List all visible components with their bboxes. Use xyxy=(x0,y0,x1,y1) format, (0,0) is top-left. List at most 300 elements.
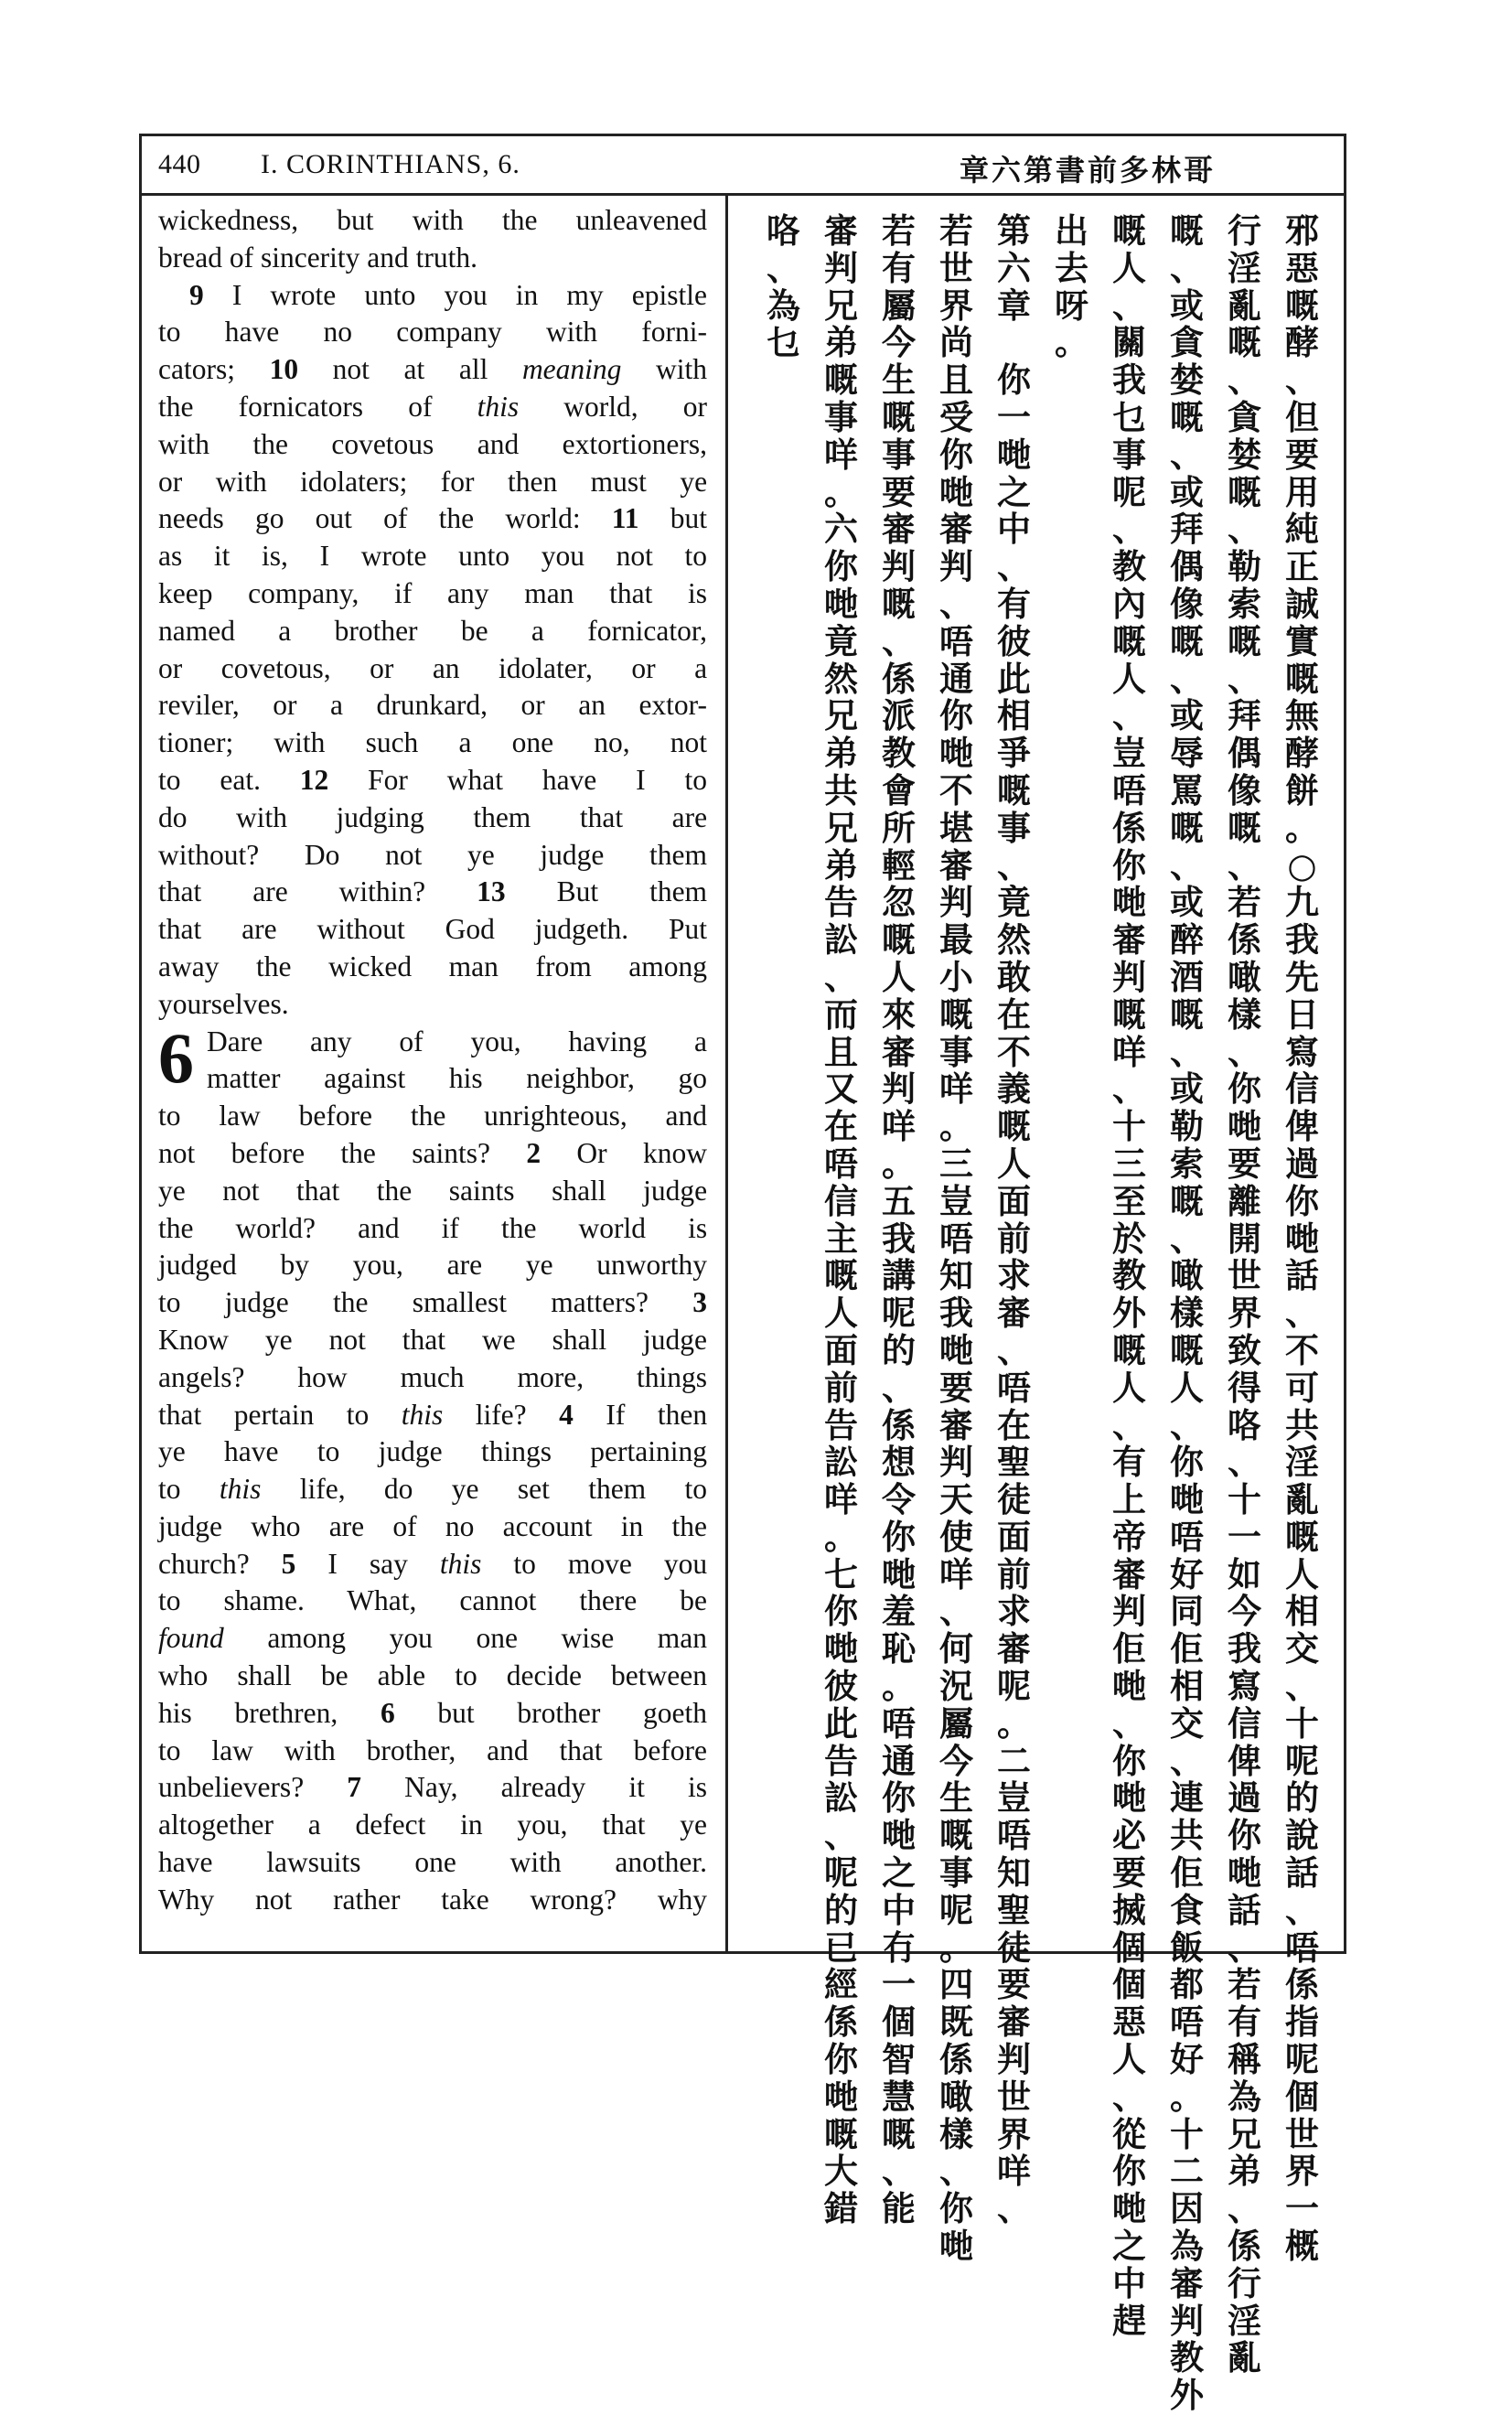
chinese-char: 你 xyxy=(939,2189,973,2229)
word: before xyxy=(231,1136,306,1169)
chinese-char: 唔 xyxy=(1170,1517,1204,1557)
chinese-char: 嘅 xyxy=(997,1107,1031,1147)
word: with xyxy=(546,316,598,349)
chinese-char: 我 xyxy=(1228,1629,1261,1669)
page-number: 440 xyxy=(158,149,201,179)
chinese-char: 嘅 xyxy=(1170,994,1204,1035)
word: or xyxy=(520,689,545,722)
chinese-char: 嘅 xyxy=(1228,323,1261,363)
chinese-char: 、 xyxy=(1228,360,1261,401)
verse-number: 13 xyxy=(477,875,506,908)
verse-number: 12 xyxy=(299,763,329,796)
chinese-char: 亂 xyxy=(1285,1480,1319,1520)
chinese-char: 必 xyxy=(1112,1816,1146,1856)
chinese-char: 亂 xyxy=(1228,285,1261,326)
chinese-char: 交 xyxy=(1285,1629,1319,1669)
word: from xyxy=(535,950,592,982)
word: named xyxy=(158,614,235,647)
chinese-char: 酒 xyxy=(1170,957,1204,997)
word: covetous xyxy=(331,427,434,460)
chinese-column xyxy=(928,211,985,2267)
word: do xyxy=(158,800,188,833)
chinese-char: 酵 xyxy=(1285,323,1319,363)
chinese-char: 、 xyxy=(1228,510,1261,550)
word: with xyxy=(158,427,210,460)
word: to xyxy=(684,1473,708,1506)
chinese-char: 人 xyxy=(1112,1368,1146,1408)
chinese-char: 咩 xyxy=(997,2152,1031,2192)
chinese-char: 十 xyxy=(1170,2114,1204,2154)
chinese-char: 你 xyxy=(824,2040,858,2080)
word: already xyxy=(500,1771,586,1804)
word: idolater, xyxy=(499,651,593,684)
chinese-char: 通 xyxy=(939,659,973,699)
chinese-char: 人 xyxy=(1170,1368,1204,1408)
chinese-char: 九 xyxy=(1285,883,1319,923)
word: at xyxy=(403,353,425,386)
chinese-char: 世 xyxy=(1285,2114,1319,2154)
chinese-char: 帝 xyxy=(1112,1517,1146,1557)
word: the xyxy=(376,1174,413,1207)
word: to xyxy=(455,1659,477,1692)
chinese-char: 有 xyxy=(997,584,1031,624)
chinese-char: 來 xyxy=(882,994,916,1035)
word: my xyxy=(566,278,604,311)
chinese-char: 嘅 xyxy=(1228,808,1261,848)
chinese-char: 受 xyxy=(939,397,973,437)
word: tioner; xyxy=(158,726,234,759)
chinese-char: 面 xyxy=(997,1517,1031,1557)
chinese-char: 要 xyxy=(1285,435,1319,475)
word: wrote xyxy=(270,278,337,311)
verse-number: 9 xyxy=(189,278,204,311)
chinese-char: 不 xyxy=(997,1032,1031,1072)
chinese-char: 竟 xyxy=(997,883,1031,923)
chinese-char: 哋 xyxy=(939,734,973,774)
chinese-char: 惡 xyxy=(1285,248,1319,288)
chinese-char: 弟 xyxy=(824,734,858,774)
chinese-char: 哋 xyxy=(939,1330,973,1370)
chinese-char: 係 xyxy=(1112,808,1146,848)
chinese-char: 醉 xyxy=(1170,920,1204,961)
chinese-char: 豈 xyxy=(1112,734,1146,774)
chinese-char: 要 xyxy=(1228,1143,1261,1184)
word: pertaining xyxy=(590,1435,707,1468)
word: no xyxy=(323,316,353,349)
chinese-char: 唔 xyxy=(997,1816,1031,1856)
chinese-char: 嘅 xyxy=(1170,397,1204,437)
word: judged xyxy=(158,1249,237,1282)
chinese-char: 稱 xyxy=(1228,2040,1261,2080)
word: life, xyxy=(299,1473,346,1506)
word: bread xyxy=(158,241,222,274)
chinese-char: 、 xyxy=(1228,659,1261,699)
text-line xyxy=(158,1433,707,1471)
chinese-char: 實 xyxy=(1285,621,1319,661)
word: not xyxy=(328,1323,366,1356)
chinese-char: 人 xyxy=(882,957,916,997)
word: things xyxy=(637,1360,708,1393)
word: ye xyxy=(525,1249,553,1282)
word: it xyxy=(213,540,231,573)
text-line xyxy=(158,762,707,800)
chinese-char: 之 xyxy=(997,472,1031,512)
chinese-char: 要 xyxy=(939,1368,973,1408)
chinese-char: 你 xyxy=(882,1778,916,1819)
chinese-char: 的 xyxy=(882,1330,916,1370)
chinese-char: 天 xyxy=(939,1480,973,1520)
chinese-char: 事 xyxy=(939,1853,973,1894)
word: have xyxy=(224,1435,279,1468)
word: is, xyxy=(262,540,288,573)
chinese-char: 會 xyxy=(882,770,916,810)
word: who xyxy=(251,1509,301,1542)
word: smallest xyxy=(412,1286,508,1319)
chinese-char: 義 xyxy=(997,1069,1031,1110)
chinese-char: 出 xyxy=(1055,211,1088,251)
word: ye xyxy=(451,1473,479,1506)
chinese-char: 嘅 xyxy=(882,584,916,624)
chinese-char: 你 xyxy=(824,547,858,587)
word: judgeth. xyxy=(534,913,629,946)
word: know xyxy=(643,1136,707,1169)
verse-number: 4 xyxy=(559,1398,574,1431)
chinese-char: 訟 xyxy=(824,1443,858,1483)
chinese-char: 共 xyxy=(824,770,858,810)
chinese-char: 大 xyxy=(824,2152,858,2192)
word: pertain xyxy=(233,1398,315,1431)
chinese-char: 偶 xyxy=(1170,547,1204,587)
chinese-char: 審 xyxy=(1170,2263,1204,2303)
word: to xyxy=(158,1584,181,1617)
chinese-char: 有 xyxy=(1228,2002,1261,2043)
word: the xyxy=(252,427,288,460)
word: we xyxy=(481,1323,516,1356)
chinese-char: 嘅 xyxy=(1112,1330,1146,1370)
chinese-char: 像 xyxy=(1228,770,1261,810)
chinese-char: 忽 xyxy=(882,883,916,923)
chinese-char: 哋 xyxy=(1112,1667,1146,1707)
chinese-char: 哋 xyxy=(939,472,973,512)
chinese-char: 若 xyxy=(1228,1965,1261,2005)
word: unbelievers? xyxy=(158,1771,305,1804)
page-header xyxy=(142,136,1344,196)
chinese-char: 而 xyxy=(824,994,858,1035)
chinese-char: 或 xyxy=(1170,285,1204,326)
chinese-char: 堪 xyxy=(939,808,973,848)
chinese-char: 乜 xyxy=(767,323,800,363)
chinese-char: 訟 xyxy=(824,920,858,961)
chinese-char: 判 xyxy=(939,1443,973,1483)
chinese-char: 、 xyxy=(1112,510,1146,550)
word: of xyxy=(392,1509,417,1542)
chinese-char: 通 xyxy=(882,1741,916,1781)
chinese-char: 哋 xyxy=(1112,1778,1146,1819)
page-frame xyxy=(139,134,1346,2415)
text-line xyxy=(158,613,707,650)
word: judge xyxy=(540,838,605,871)
chinese-char: 若 xyxy=(939,211,973,251)
chinese-char: 哋 xyxy=(1170,1480,1204,1520)
chinese-char: 哋 xyxy=(1285,1218,1319,1259)
verse-number: 3 xyxy=(692,1286,708,1319)
chinese-char: 、 xyxy=(939,1592,973,1632)
chinese-char: 、 xyxy=(1170,659,1204,699)
chinese-char: 最 xyxy=(939,920,973,961)
chinese-char: 十 xyxy=(1112,1107,1146,1147)
word: Nay, xyxy=(404,1771,458,1804)
chinese-char: 於 xyxy=(1112,1218,1146,1259)
word: a xyxy=(278,614,292,647)
chinese-char: 的 xyxy=(824,1890,858,1930)
word: extor- xyxy=(638,689,708,722)
word: an xyxy=(432,651,460,684)
chinese-char: 中 xyxy=(1112,2263,1146,2303)
chinese-char: 。 xyxy=(939,1107,973,1147)
chinese-char: 外 xyxy=(1170,2376,1204,2415)
word: the xyxy=(410,1100,446,1132)
chinese-char: 章 xyxy=(997,285,1031,326)
chinese-char: 嘅 xyxy=(824,1256,858,1296)
word: a xyxy=(694,651,708,684)
word: ye xyxy=(680,465,708,498)
word: out xyxy=(315,502,352,535)
chinese-char: 、 xyxy=(1285,360,1319,401)
text-line xyxy=(158,1284,707,1322)
word: that xyxy=(559,1733,603,1766)
chinese-char: 、 xyxy=(997,845,1031,886)
chinese-char: 呀 xyxy=(1055,285,1088,326)
word: not xyxy=(255,1883,293,1916)
chinese-char: 審 xyxy=(939,1405,973,1445)
chinese-char: 五 xyxy=(882,1181,916,1221)
chapter-number: 6 xyxy=(158,1017,194,1098)
chinese-char: 個 xyxy=(1112,1965,1146,2005)
chinese-char: 唔 xyxy=(824,1143,858,1184)
word: have xyxy=(542,763,597,796)
chinese-char: 但 xyxy=(1285,397,1319,437)
word: the xyxy=(340,1136,376,1169)
word: the xyxy=(158,1211,194,1244)
chinese-char: 偶 xyxy=(1228,734,1261,774)
word: you xyxy=(444,278,488,311)
word: I xyxy=(319,540,330,573)
word: no xyxy=(445,1509,475,1542)
chinese-char: 六 xyxy=(997,248,1031,288)
chinese-char: 兄 xyxy=(824,808,858,848)
word: without xyxy=(316,913,405,946)
word: the xyxy=(333,1286,369,1319)
chinese-char: 勒 xyxy=(1228,547,1261,587)
word: have xyxy=(224,316,280,349)
chinese-char: 唔 xyxy=(882,1703,916,1744)
word: to xyxy=(158,1733,181,1766)
word: and xyxy=(358,1211,400,1244)
word: unleavened xyxy=(575,204,708,236)
word: that xyxy=(158,913,202,946)
word: one xyxy=(476,1622,518,1655)
chinese-char: 咩 xyxy=(1112,1032,1146,1072)
chinese-char: 審 xyxy=(882,1032,916,1072)
chinese-char: 拜 xyxy=(1170,510,1204,550)
chinese-char: 尚 xyxy=(939,323,973,363)
chinese-char: ○ xyxy=(1287,845,1317,886)
text-line xyxy=(158,1769,707,1807)
chinese-char: 審 xyxy=(1112,920,1146,961)
chinese-char: 前 xyxy=(997,1554,1031,1594)
word: who xyxy=(158,1659,209,1692)
chinese-char: 係 xyxy=(1228,2227,1261,2267)
chinese-char: 唔 xyxy=(997,1368,1031,1408)
chinese-char: 界 xyxy=(997,2114,1031,2154)
chinese-char: 若 xyxy=(1228,883,1261,923)
text-line xyxy=(158,1844,707,1882)
chinese-char: 知 xyxy=(997,1853,1031,1894)
word: are xyxy=(671,800,708,833)
chinese-char: 婪 xyxy=(1170,360,1204,401)
word: among xyxy=(267,1622,347,1655)
chinese-char: 面 xyxy=(997,1181,1031,1221)
chinese-char: 之 xyxy=(1112,2227,1146,2267)
word: church? xyxy=(158,1547,250,1580)
chinese-char: 嘅 xyxy=(1170,211,1204,251)
word: Know xyxy=(158,1323,229,1356)
chinese-char: 判 xyxy=(824,248,858,288)
chinese-char: 邪 xyxy=(1285,211,1319,251)
word: world xyxy=(578,1211,646,1244)
chinese-char: 事 xyxy=(882,435,916,475)
word: unto xyxy=(364,278,416,311)
word: to xyxy=(316,1435,340,1468)
word: brother xyxy=(517,1696,601,1729)
word: must xyxy=(590,465,647,498)
word: an xyxy=(578,689,606,722)
chinese-char: 行 xyxy=(1228,211,1261,251)
chinese-char: 唔 xyxy=(1285,1927,1319,1968)
chinese-char: 中 xyxy=(882,1890,916,1930)
word: the xyxy=(671,1509,708,1542)
word: judge xyxy=(158,1509,222,1542)
text-line xyxy=(158,1695,707,1733)
chinese-column xyxy=(1273,211,1331,2267)
word: to xyxy=(513,1547,536,1580)
text-line xyxy=(158,240,707,277)
word: judge xyxy=(224,1286,289,1319)
word: shame. xyxy=(223,1584,305,1617)
chinese-char: 、 xyxy=(1285,1293,1319,1334)
word: reviler, xyxy=(158,689,240,722)
text-line xyxy=(158,1882,707,1919)
chinese-char: 淫 xyxy=(1285,1443,1319,1483)
word: with xyxy=(284,1733,336,1766)
chinese-char: 索 xyxy=(1228,584,1261,624)
chinese-char: 嘅 xyxy=(824,2114,858,2154)
word: of xyxy=(383,502,408,535)
word: defect xyxy=(355,1809,426,1841)
chinese-char: 能 xyxy=(882,2189,916,2229)
chinese-char: 佢 xyxy=(1112,1629,1146,1669)
word: goeth xyxy=(643,1696,707,1729)
chinese-char: 我 xyxy=(1112,360,1146,401)
chinese-char: 無 xyxy=(1285,696,1319,736)
word: drunkard, xyxy=(376,689,488,722)
chinese-char: 婪 xyxy=(1228,435,1261,475)
chinese-char: 在 xyxy=(997,994,1031,1035)
word: is xyxy=(688,1771,708,1804)
chinese-char: 同 xyxy=(1170,1592,1204,1632)
chinese-char: 。 xyxy=(1055,323,1088,363)
chinese-char: 敢 xyxy=(997,957,1031,997)
chinese-char: 正 xyxy=(1285,547,1319,587)
chinese-char: 共 xyxy=(1285,1405,1319,1445)
chinese-char: 話 xyxy=(1228,1890,1261,1930)
word: judge xyxy=(643,1323,707,1356)
chinese-char: 。 xyxy=(1170,2077,1204,2117)
word: of xyxy=(408,390,433,423)
chinese-char: 嘅 xyxy=(1285,659,1319,699)
chinese-char: 三 xyxy=(1112,1143,1146,1184)
text-line xyxy=(158,1098,707,1135)
word: or xyxy=(158,465,183,498)
word: with xyxy=(509,1846,562,1879)
text-line: Dare any of you, having a xyxy=(207,1025,707,1057)
word: world: xyxy=(505,502,581,535)
chinese-char: 弟 xyxy=(824,323,858,363)
chinese-char: 審 xyxy=(997,1293,1031,1334)
word: to xyxy=(158,763,181,796)
word: God xyxy=(445,913,495,946)
word: say xyxy=(369,1547,408,1580)
word: have xyxy=(158,1846,213,1879)
chinese-char: 派 xyxy=(882,696,916,736)
word: you, xyxy=(352,1249,403,1282)
word: brother, xyxy=(366,1733,456,1766)
chinese-char: 罵 xyxy=(1170,770,1204,810)
word: then xyxy=(657,1398,708,1431)
chinese-char: 、 xyxy=(997,1330,1031,1370)
word: epistle xyxy=(631,278,708,311)
chinese-char: 貪 xyxy=(1228,397,1261,437)
word: are xyxy=(328,1509,365,1542)
chinese-char: 為 xyxy=(1170,2227,1204,2267)
word: not xyxy=(332,353,370,386)
chinese-char: 人 xyxy=(997,1143,1031,1184)
chinese-char: 求 xyxy=(997,1256,1031,1296)
chinese-char: 輕 xyxy=(882,845,916,886)
chinese-column xyxy=(1158,211,1216,2415)
word: a xyxy=(458,726,472,759)
word: angels? xyxy=(158,1360,245,1393)
word: set xyxy=(517,1473,550,1506)
chinese-char: 你 xyxy=(1170,1443,1204,1483)
word: the xyxy=(158,390,194,423)
word: or xyxy=(682,390,708,423)
chinese-char: 佢 xyxy=(1170,1853,1204,1894)
chinese-char: 得 xyxy=(1228,1368,1261,1408)
chinese-char: 界 xyxy=(1285,2152,1319,2192)
text-line xyxy=(158,687,707,724)
word: judge xyxy=(378,1435,443,1468)
word: ye xyxy=(158,1174,186,1207)
word: be xyxy=(680,1584,707,1617)
chinese-char: 徒 xyxy=(997,1927,1031,1968)
chinese-char: 酵 xyxy=(1285,734,1319,774)
word: What, xyxy=(347,1584,417,1617)
word: needs xyxy=(158,502,224,535)
chinese-char: 嘅 xyxy=(1112,994,1146,1035)
word: unrighteous, xyxy=(484,1100,627,1132)
chinese-char: 上 xyxy=(1112,1480,1146,1520)
